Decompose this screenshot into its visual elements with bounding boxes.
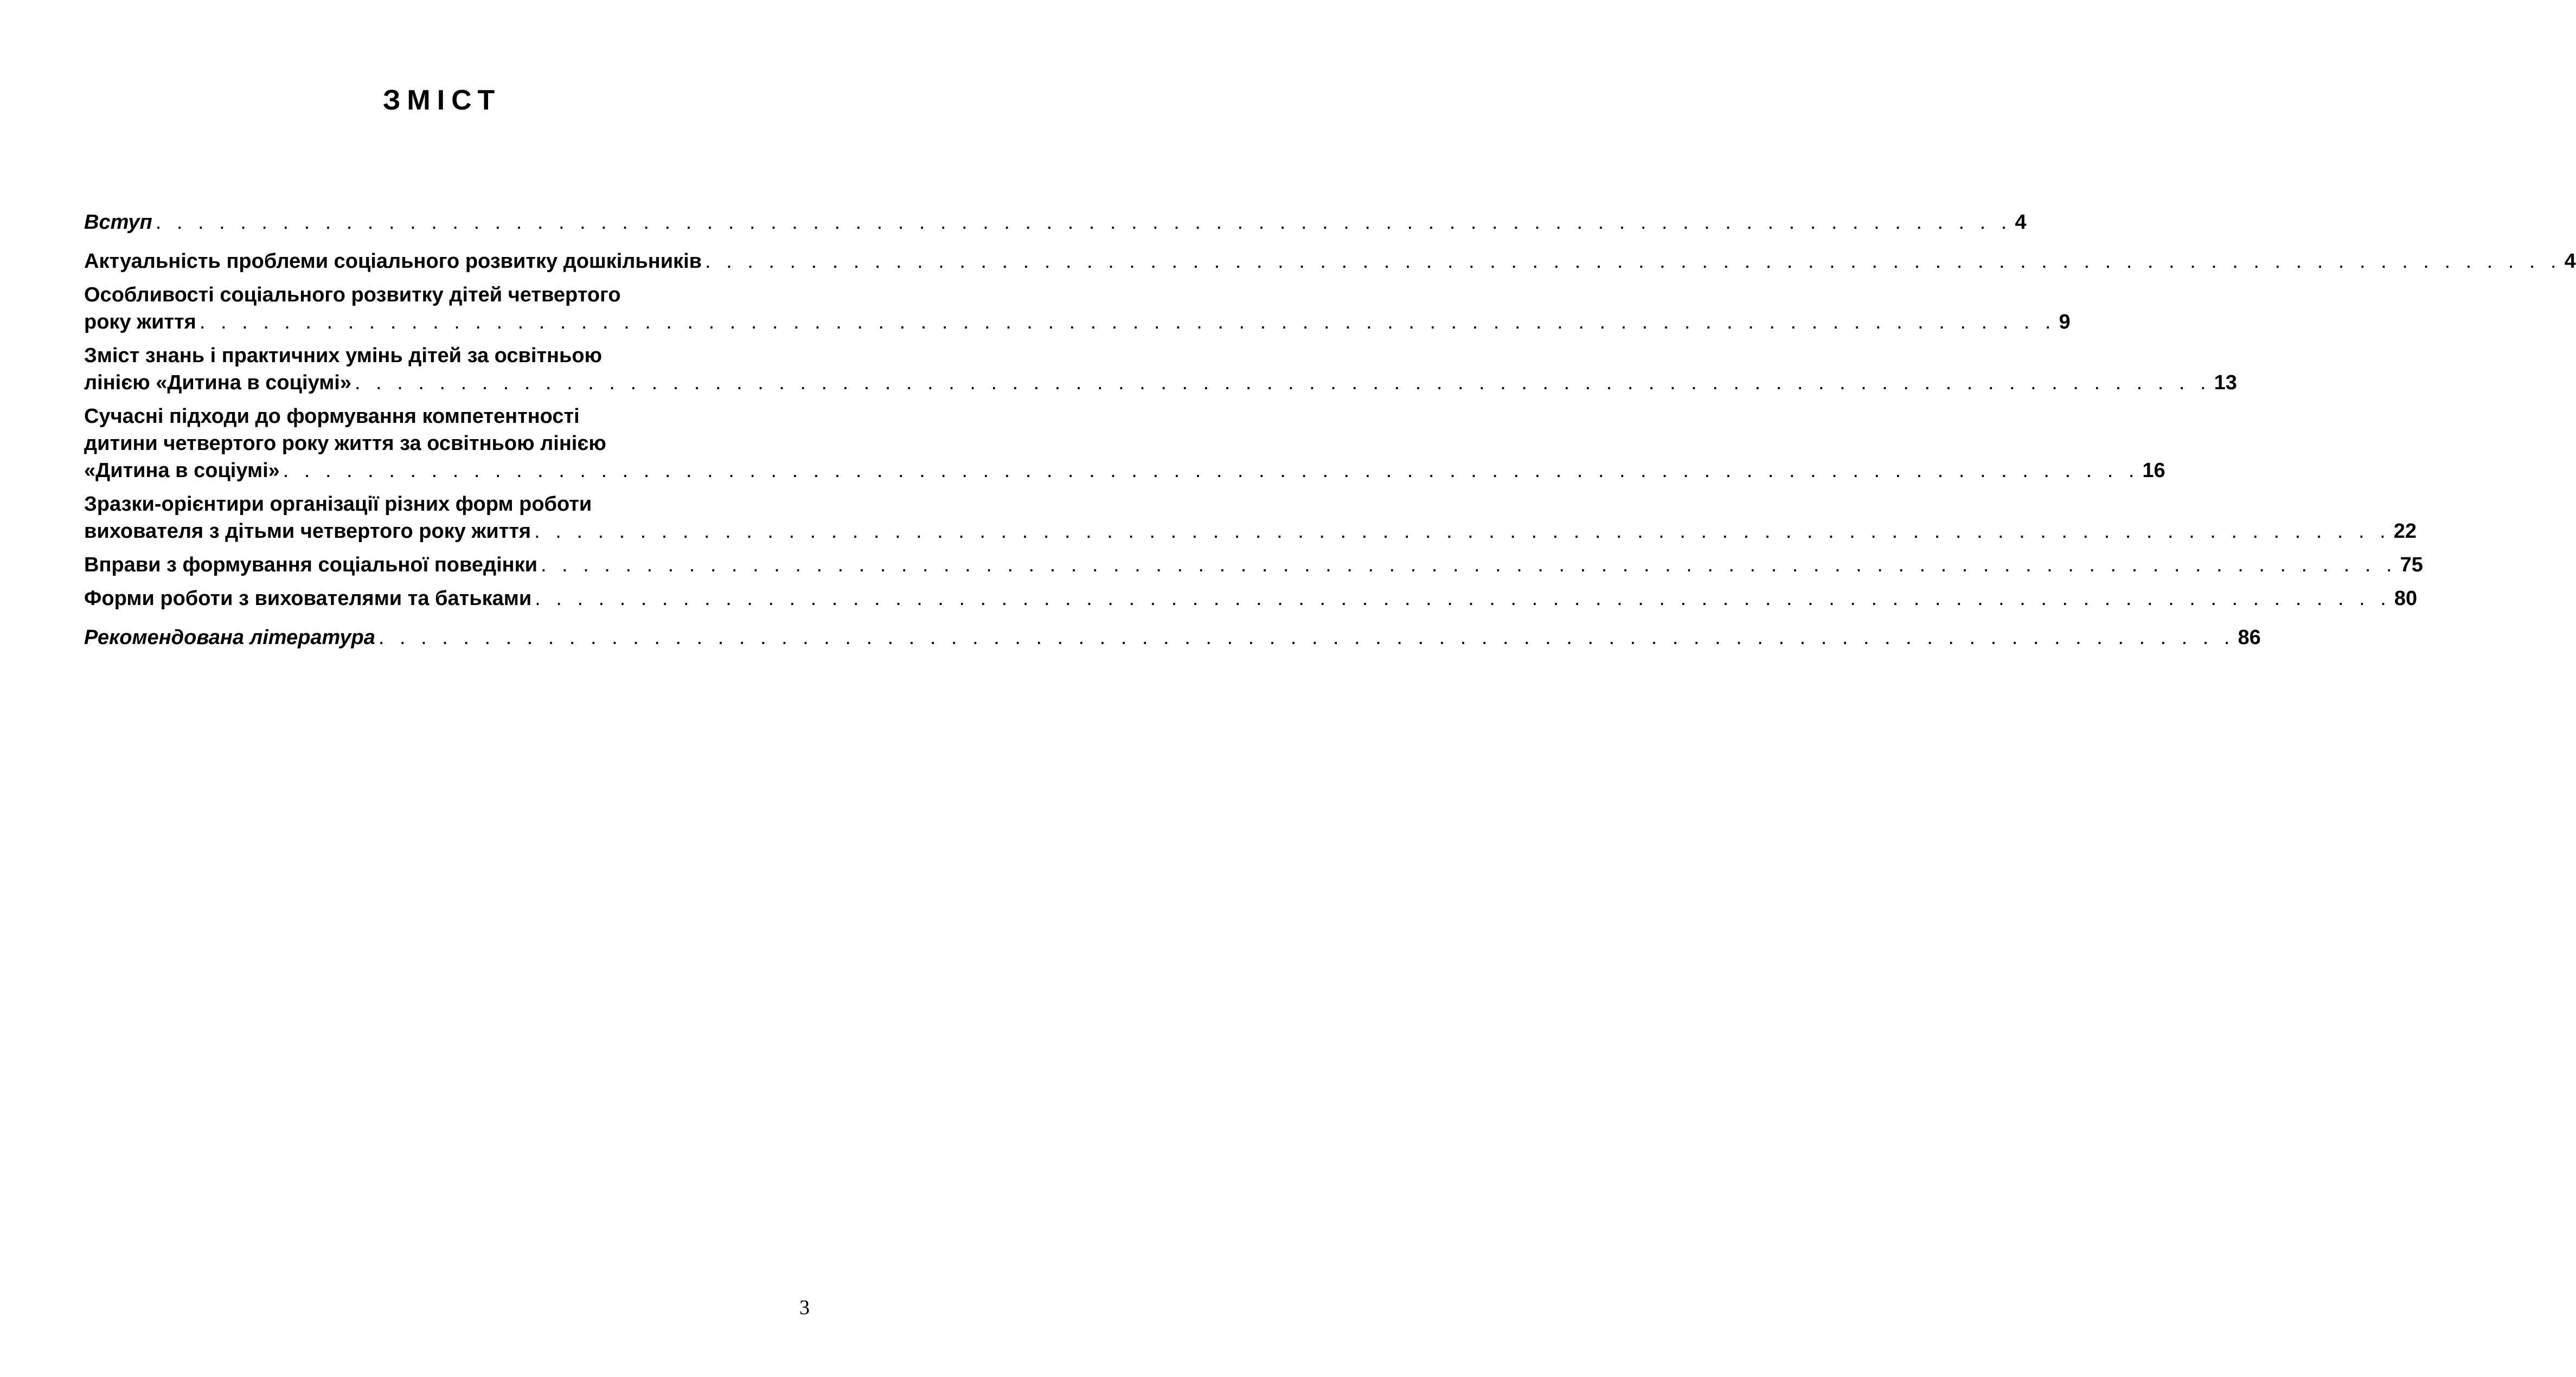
- toc-leader-dots: . . . . . . . . . . . . . . . . . . . . . . . . . . . . . . . . . . . . . . . . . . . . . . . . . . . . . . . . . . . . . . . . . . . . . . . . . . . . . . . . . . . . . . . .: [534, 520, 2391, 543]
- toc-entry-features: [84, 281, 2071, 336]
- toc-entry-line: [84, 308, 2071, 336]
- toc-page-number: 80: [2394, 587, 2418, 610]
- toc-page-number: 86: [2238, 626, 2261, 649]
- toc-entry-title: «Дитина в соціумі»: [84, 459, 280, 482]
- toc-entry-line: [84, 457, 2165, 484]
- toc-leader-dots: . . . . . . . . . . . . . . . . . . . . . . . . . . . . . . . . . . . . . . . . . . . . . . . . . . . . . . . . . . . . . . . . . . . . . . . . . . . . . . . . . . . . . . . .: [283, 459, 2139, 482]
- toc-entry-relevance: [84, 248, 2576, 275]
- toc-entry-approaches: [84, 403, 2165, 484]
- toc-entry-line: [84, 518, 2417, 545]
- toc-entry-samples: [84, 491, 2417, 545]
- toc-entry-title: лінією «Дитина в соціумі»: [84, 371, 351, 394]
- toc-entry-line: [84, 209, 2027, 236]
- toc-entry-title: Рекомендована література: [84, 626, 375, 649]
- toc-entry-title: Актуальність проблеми соціального розвитку дошкільників: [84, 250, 702, 273]
- toc-entry-line: [84, 369, 2237, 396]
- toc-entry-title: вихователя з дітьми четвертого року життя: [84, 520, 531, 543]
- page-title: ЗМІСТ: [382, 85, 502, 116]
- toc-leader-dots: . . . . . . . . . . . . . . . . . . . . . . . . . . . . . . . . . . . . . . . . . . . . . . . . . . . . . . . . . . . . . . . . . . . . . . . . . . . . . . . . . . . . . . . .: [378, 626, 2235, 649]
- toc-entry-line: [84, 551, 2423, 578]
- toc-entry-title: року життя: [84, 311, 196, 333]
- toc-page-number: 4: [2564, 250, 2576, 273]
- toc-page-number: 75: [2400, 554, 2423, 576]
- toc-page-number: 22: [2393, 520, 2417, 543]
- toc-page-number: 16: [2142, 459, 2165, 482]
- toc-entry-knowledge: [84, 342, 2237, 396]
- toc-entry-title-line: дитини четвертого року життя за освітньою лінією: [84, 432, 606, 455]
- table-of-contents: [84, 209, 2576, 651]
- page-number: 3: [799, 1296, 810, 1319]
- toc-entry-title-line: Зразки-орієнтири організації різних форм роботи: [84, 493, 592, 516]
- toc-entry-line: [84, 585, 2418, 612]
- toc-leader-dots: . . . . . . . . . . . . . . . . . . . . . . . . . . . . . . . . . . . . . . . . . . . . . . . . . . . . . . . . . . . . . . . . . . . . . . . . . . . . . . . . . . . . . . . .: [540, 554, 2397, 576]
- toc-entry-line: [84, 624, 2261, 651]
- toc-entry-line: [84, 248, 2576, 275]
- toc-entry-title: Вступ: [84, 211, 152, 234]
- toc-entry-title-line: Сучасні підходи до формування компетентності: [84, 405, 580, 428]
- toc-leader-dots: . . . . . . . . . . . . . . . . . . . . . . . . . . . . . . . . . . . . . . . . . . . . . . . . . . . . . . . . . . . . . . . . . . . . . . . . . . . . . . . . . . . . . . . .: [155, 211, 2012, 234]
- toc-leader-dots: . . . . . . . . . . . . . . . . . . . . . . . . . . . . . . . . . . . . . . . . . . . . . . . . . . . . . . . . . . . . . . . . . . . . . . . . . . . . . . . . . . . . . . . .: [705, 250, 2561, 273]
- toc-entry-title-line: Зміст знань і практичних умінь дітей за освітньою: [84, 344, 603, 367]
- toc-entry-exercises: [84, 551, 2423, 578]
- toc-entry-title: Вправи з формування соціальної поведінки: [84, 554, 537, 576]
- toc-leader-dots: . . . . . . . . . . . . . . . . . . . . . . . . . . . . . . . . . . . . . . . . . . . . . . . . . . . . . . . . . . . . . . . . . . . . . . . . . . . . . . . . . . . . . . . .: [535, 587, 2391, 610]
- toc-page-number: 9: [2059, 311, 2071, 333]
- toc-entry-introduction: [84, 209, 2027, 236]
- toc-leader-dots: . . . . . . . . . . . . . . . . . . . . . . . . . . . . . . . . . . . . . . . . . . . . . . . . . . . . . . . . . . . . . . . . . . . . . . . . . . . . . . . . . . . . . . . .: [199, 311, 2056, 333]
- toc-entry-title: Форми роботи з вихователями та батьками: [84, 587, 532, 610]
- toc-leader-dots: . . . . . . . . . . . . . . . . . . . . . . . . . . . . . . . . . . . . . . . . . . . . . . . . . . . . . . . . . . . . . . . . . . . . . . . . . . . . . . . . . . . . . . . .: [355, 371, 2211, 394]
- toc-page-number: 4: [2015, 211, 2027, 234]
- toc-entry-work-forms: [84, 585, 2418, 612]
- toc-entry-title-line: Особливості соціального розвитку дітей четвертого: [84, 284, 621, 306]
- toc-page-number: 13: [2214, 371, 2237, 394]
- toc-entry-literature: [84, 624, 2261, 651]
